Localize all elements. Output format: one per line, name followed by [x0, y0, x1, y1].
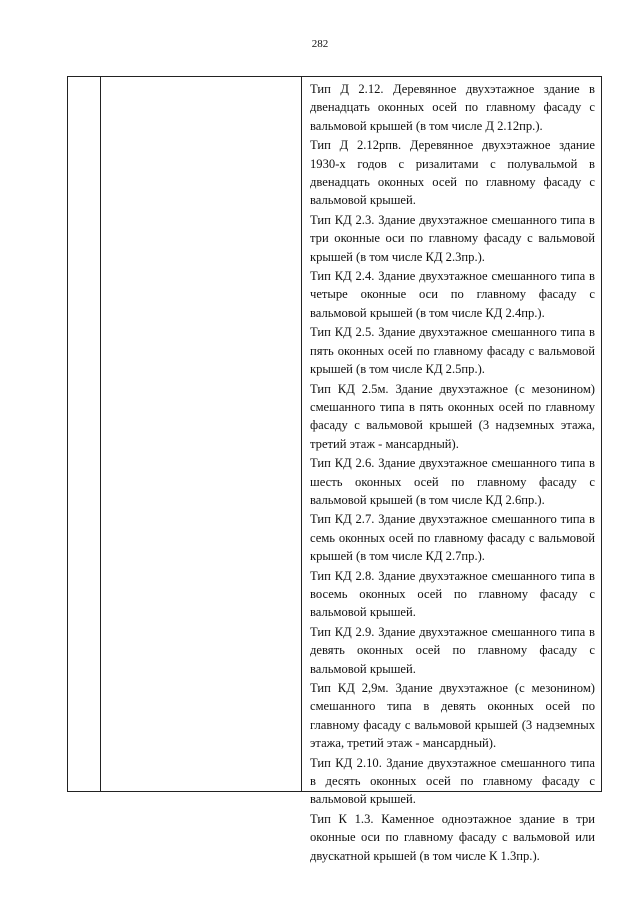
- type-entry: Тип КД 2.6. Здание двухэтажное смешанного типа в шесть оконных осей по главному фасаду с вальмовой крышей (в том числе КД 2.6пр.).: [310, 456, 595, 507]
- page-number: 282: [311, 38, 329, 50]
- type-entry: Тип Д 2.12рпв. Деревянное двухэтажное здание 1930-х годов с ризалитами с полувальмой в двенадцать оконных осей по главному фасаду с вальмовой крышей.: [310, 138, 595, 208]
- type-entry: Тип КД 2.7. Здание двухэтажное смешанного типа в семь оконных осей по главному фасаду с вальмовой крышей (в том числе КД 2.7пр.).: [310, 512, 595, 564]
- type-entry: Тип Д 2.12. Деревянное двухэтажное здание в двенадцать оконных осей по главному фасаду с вальмовой крышей (в том числе Д 2.12пр.).: [310, 82, 595, 133]
- table-cell-number: [68, 77, 101, 791]
- type-entry: Тип КД 2.5. Здание двухэтажное смешанного типа в пять оконных осей по главному фасаду с вальмовой крышей (в том числе КД 2.5пр.).: [310, 325, 595, 377]
- type-entry: Тип КД 2.8. Здание двухэтажное смешанного типа в восемь оконных осей по главному фасаду с вальмовой крышей.: [310, 568, 595, 620]
- type-entry: Тип КД 2.4. Здание двухэтажное смешанного типа в четыре оконные оси по главному фасаду с вальмовой крышей (в том числе КД 2.4пр.).: [310, 269, 595, 320]
- type-entry: Тип КД 2.10. Здание двухэтажное смешанного типа в десять оконных осей по главному фасаду с вальмовой крышей.: [310, 755, 595, 807]
- type-entry: Тип КД 2,9м. Здание двухэтажное (с мезонином) смешанного типа в девять оконных осей по главному фасаду с вальмовой крышей (3 надземных этажа, третий этаж - мансардный).: [310, 681, 595, 751]
- type-entry: Тип КД 2.3. Здание двухэтажное смешанного типа в три оконные оси по главному фасаду с вальмовой крышей (в том числе КД 2.3пр.).: [310, 212, 595, 264]
- document-table: [67, 76, 602, 863]
- type-entry: Тип К 1.3. Каменное одноэтажное здание в три оконные оси по главному фасаду с вальмовой или двускатной крышей (в том числе К 1.3пр.).: [310, 811, 595, 863]
- type-entry: Тип КД 2.9. Здание двухэтажное смешанного типа в девять оконных осей по главному фасаду с вальмовой крышей.: [310, 624, 595, 676]
- table-cell-name: [101, 77, 302, 791]
- table-cell-types: [302, 77, 601, 863]
- type-entry: Тип КД 2.5м. Здание двухэтажное (с мезонином) смешанного типа в пять оконных осей по главному фасаду с вальмовой крышей (3 надземных этажа, третий этаж - мансардный).: [310, 381, 595, 451]
